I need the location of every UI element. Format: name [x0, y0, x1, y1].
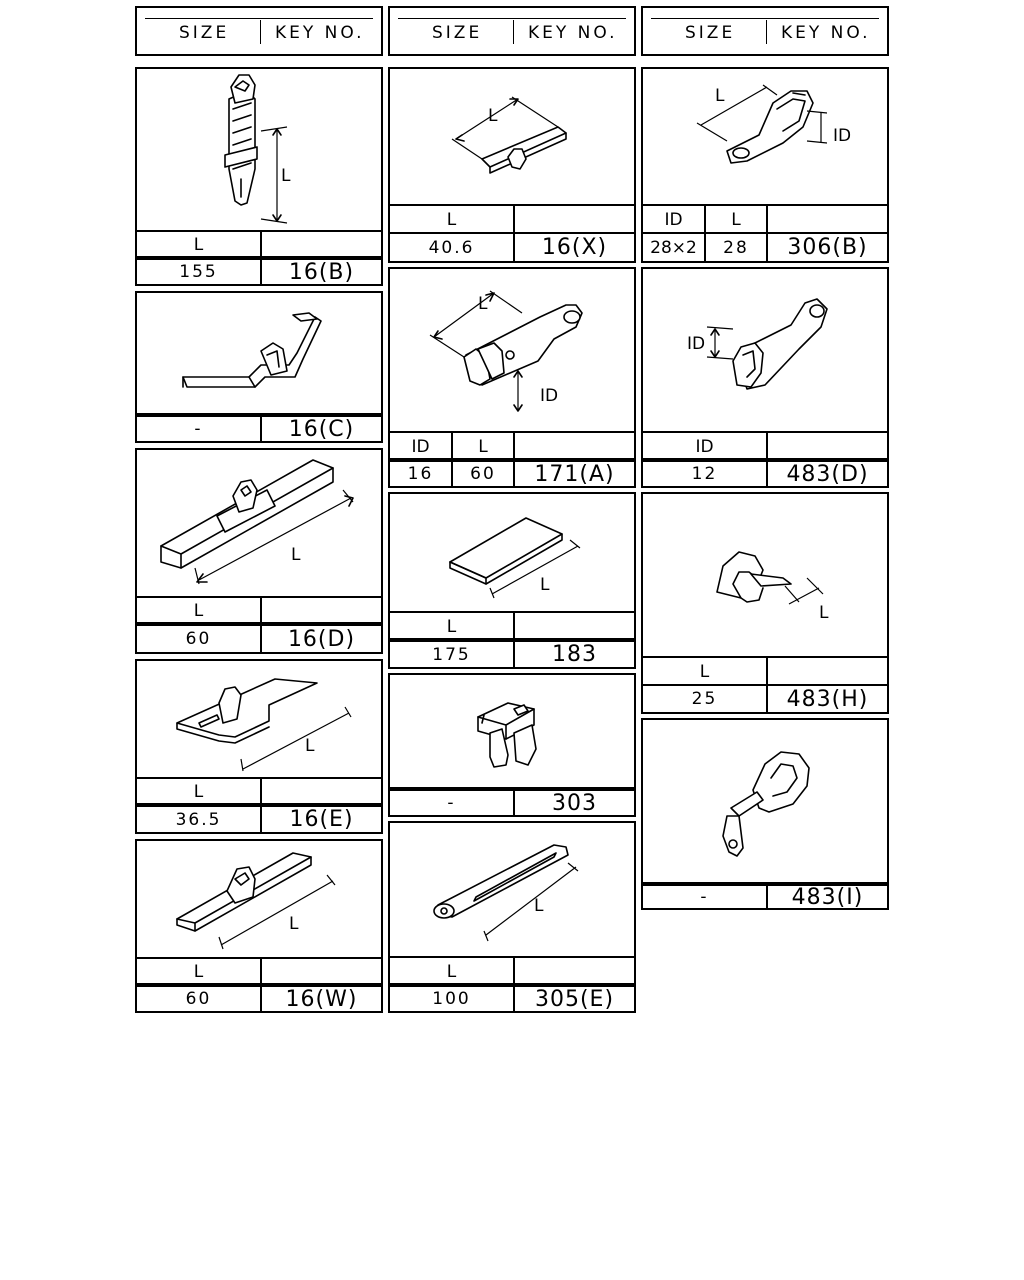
size-value-row — [137, 983, 381, 1011]
key-number: 483(D) — [786, 461, 869, 487]
size-value: - — [194, 419, 203, 439]
size-label-row — [643, 204, 887, 234]
part-card-16b[interactable] — [135, 67, 383, 286]
key-number: 16(C) — [288, 416, 355, 442]
key-number: 303 — [552, 790, 597, 816]
offset-clamp-drawing — [643, 720, 887, 882]
part-card-16e[interactable] — [135, 659, 383, 834]
size-value-row — [137, 622, 381, 652]
push-mount-clip-drawing — [137, 69, 381, 230]
illustration — [390, 494, 634, 611]
dimension-label: L — [540, 575, 550, 595]
illustration — [643, 69, 887, 204]
size-label-row — [643, 656, 887, 686]
p-clamp-drawing — [643, 494, 887, 656]
column-header-2 — [388, 6, 636, 56]
key-number: 171(A) — [534, 461, 615, 487]
part-card-303[interactable] — [388, 673, 636, 817]
size-value-row — [390, 787, 634, 815]
pad-drawing — [390, 494, 634, 611]
key-no-header: KEY NO. — [275, 23, 365, 43]
part-card-306b[interactable] — [641, 67, 889, 263]
key-number: 483(H) — [786, 686, 869, 712]
key-number: 16(E) — [289, 807, 354, 832]
column-header-3 — [641, 6, 889, 56]
size-label-row — [137, 230, 381, 258]
size-value-row — [643, 882, 887, 908]
size-label-row — [643, 431, 887, 460]
size-label: L — [446, 616, 457, 637]
size-label: L — [193, 782, 204, 802]
dimension-label: L — [305, 736, 315, 756]
key-no-header: KEY NO. — [781, 23, 871, 43]
key-no-header: KEY NO. — [528, 23, 618, 43]
part-card-483h[interactable] — [641, 492, 889, 714]
illustration — [390, 823, 634, 956]
size-value: 60 — [185, 989, 212, 1009]
size-label: L — [193, 601, 204, 621]
part-card-16c[interactable] — [135, 291, 383, 443]
size-label: L — [699, 662, 710, 682]
dimension-label-l: L — [478, 294, 488, 314]
size-value-id: 28×2 — [650, 237, 697, 258]
key-number: 183 — [552, 642, 597, 667]
plate-clip-drawing — [137, 661, 381, 777]
bracket-clamp-drawing — [390, 269, 634, 431]
key-number: 305(E) — [534, 986, 615, 1012]
key-number: 16(X) — [541, 235, 608, 260]
size-value-row — [390, 638, 634, 667]
part-card-483i[interactable] — [641, 718, 889, 910]
strap-drawing — [390, 823, 634, 956]
dimension-label: L — [819, 603, 829, 623]
size-label: L — [193, 962, 204, 982]
size-label: ID — [695, 436, 714, 457]
key-number: 306(B) — [787, 235, 868, 260]
size-label-row — [137, 957, 381, 985]
part-card-16x[interactable] — [388, 67, 636, 263]
size-value: 100 — [432, 989, 471, 1009]
part-card-183[interactable] — [388, 492, 636, 669]
size-label-l: L — [731, 210, 741, 230]
illustration — [137, 69, 381, 230]
key-number: 16(D) — [287, 626, 356, 652]
part-card-16w[interactable] — [135, 839, 383, 1013]
part-card-483d[interactable] — [641, 267, 889, 488]
size-label-row — [390, 611, 634, 640]
size-value: 12 — [691, 464, 718, 484]
key-number: 16(W) — [285, 986, 358, 1012]
part-card-16d[interactable] — [135, 448, 383, 654]
size-label-row — [390, 956, 634, 985]
illustration — [390, 69, 634, 204]
size-value: 155 — [179, 262, 218, 282]
dimension-label: L — [291, 545, 301, 565]
key-number: 16(B) — [288, 259, 355, 285]
double-clamp-drawing — [643, 69, 887, 204]
dimension-label-id: ID — [833, 126, 852, 146]
strip-clip-drawing — [137, 841, 381, 957]
size-label-row — [137, 596, 381, 624]
size-header: SIZE — [685, 23, 736, 43]
key-number: 483(I) — [791, 884, 864, 910]
dimension-label: L — [488, 106, 498, 126]
dimension-label-id: ID — [540, 386, 559, 406]
size-value-row — [137, 803, 381, 832]
illustration — [643, 720, 887, 882]
illustration — [390, 269, 634, 431]
size-header: SIZE — [432, 23, 483, 43]
dimension-label: L — [281, 166, 291, 186]
size-label-row — [137, 777, 381, 805]
dimension-label: L — [534, 896, 544, 916]
size-value-row — [390, 232, 634, 261]
size-label-row — [390, 431, 634, 460]
dimension-label-l: L — [715, 86, 725, 106]
size-label-l: L — [478, 436, 488, 457]
size-value-l: 60 — [470, 464, 496, 484]
size-value: 36.5 — [175, 809, 222, 830]
size-label: L — [446, 210, 457, 230]
long-clip-drawing — [137, 450, 381, 596]
size-label-row — [390, 204, 634, 234]
flat-clip-drawing — [137, 293, 381, 413]
size-value: 175 — [432, 644, 471, 665]
illustration — [390, 675, 634, 787]
size-value: 60 — [185, 629, 212, 649]
illustration — [643, 269, 887, 431]
size-header: SIZE — [179, 23, 230, 43]
size-value-l: 28 — [723, 237, 749, 258]
size-value-row — [643, 232, 887, 261]
size-value-row — [643, 458, 887, 486]
size-value-row — [137, 413, 381, 441]
loop-bracket-drawing — [643, 269, 887, 431]
size-label-id: ID — [411, 436, 430, 457]
part-card-171a[interactable] — [388, 267, 636, 488]
dimension-label: L — [289, 914, 299, 934]
size-value: 25 — [691, 689, 718, 709]
illustration — [137, 450, 381, 596]
size-value: - — [447, 793, 456, 813]
part-card-305e[interactable] — [388, 821, 636, 1013]
short-clip-drawing — [390, 69, 634, 204]
size-value-row — [643, 684, 887, 712]
size-value-row — [390, 983, 634, 1011]
column-header-1 — [135, 6, 383, 56]
size-value-row — [390, 458, 634, 486]
size-label: L — [193, 235, 204, 255]
size-value-row — [137, 256, 381, 284]
size-label: L — [446, 961, 457, 982]
dimension-label-id: ID — [687, 334, 706, 354]
illustration — [643, 494, 887, 656]
size-value-id: 16 — [407, 464, 434, 484]
size-label-id: ID — [664, 210, 683, 230]
illustration — [137, 841, 381, 957]
illustration — [137, 293, 381, 413]
retainer-clip-drawing — [390, 675, 634, 787]
size-value: - — [700, 887, 709, 907]
size-value: 40.6 — [428, 237, 475, 258]
illustration — [137, 661, 381, 777]
